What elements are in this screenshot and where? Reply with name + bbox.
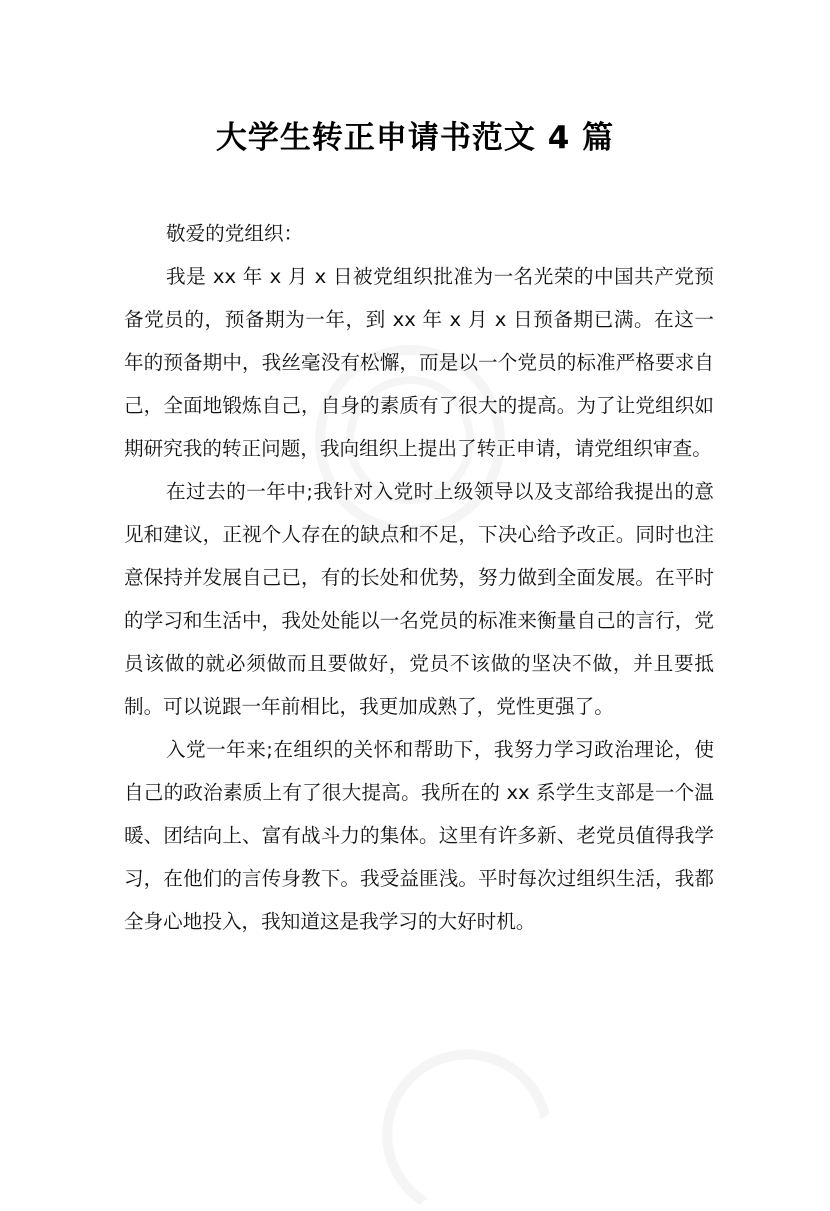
salutation: 敬爱的党组织： [166, 222, 304, 245]
paragraph: 在过去的一年中;我针对入党时上级领导以及支部给我提出的意见和建议，正视个人存在的缺点和不足，下决心给予改正。同时也注意保持并发展自己已，有的长处和优势，努力做到全面发展。在平时的学习和生活中，我处处能以一名党员的标准来衡量自己的言行，党员该做的就必须做而且要做好，党员不该做的坚决不做，并且要抵制。可以说跟一年前相比，我更加成熟了，党性更强了。 [124, 480, 714, 718]
paragraph: 入党一年来;在组织的关怀和帮助下，我努力学习政治理论，使自己的政治素质上有了很大提高。我所在的 xx 系学生支部是一个温暖、团结向上、富有战斗力的集体。这里有许多新、老党员值得我学习，在他们的言传身教下。我受益匪浅。平时每次过组织生活，我都全身心地投入，我知道这是我学习的大好时机。 [124, 738, 714, 933]
document-title: 大学生转正申请书范文 4 篇 [215, 120, 615, 156]
watermark-logo [342, 1009, 558, 1211]
paragraph: 我是 xx 年 x 月 x 日被党组织批准为一名光荣的中国共产党预备党员的，预备期为一年，到 xx 年 x 月 x 日预备期已满。在这一年的预备期中，我丝毫没有松懈，而是以一个党员的标准严格要求自己，全面地锻炼自己，自身的素质有了很大的提高。为了让党组织如期研究我的转正问题，我向组织上提出了转正申请，请党组织审查。 [124, 265, 714, 460]
document-body [124, 212, 714, 943]
